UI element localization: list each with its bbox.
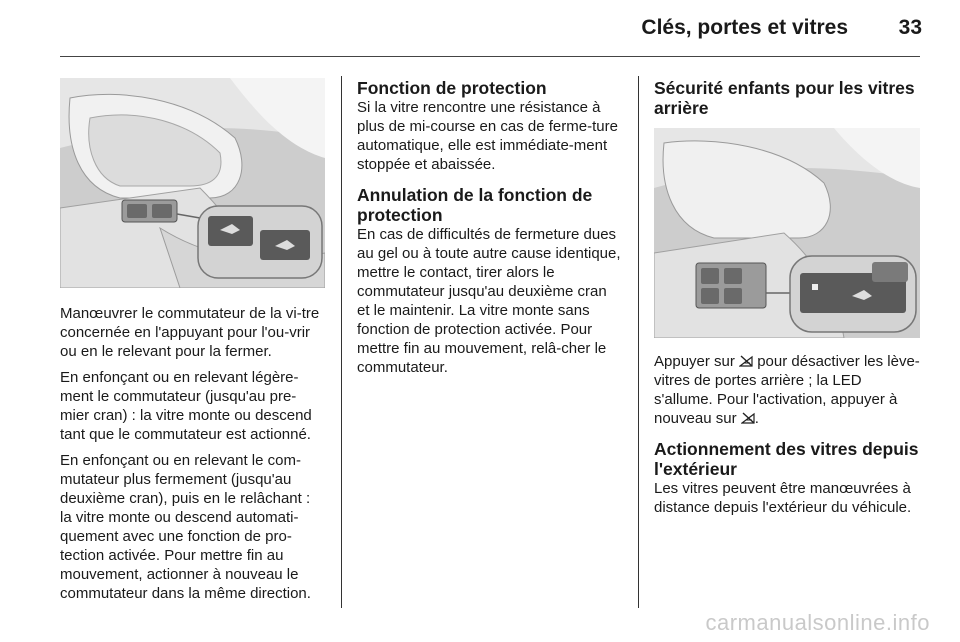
header-rule	[60, 56, 920, 57]
section-title-exterior-operation: Actionnement des vitres depuis l'extérieur	[654, 439, 919, 479]
child-safety-text-part-1: Appuyer sur	[654, 353, 735, 370]
paragraph-1: Manœuvrer le commutateur de la vi-tre concernée en l'appuyant pour l'ou-vrir ou en le relevant pour la fermer.	[60, 305, 320, 360]
protection-text: Si la vitre rencontre une résistance à plus de mi-course en cas de ferme-ture automatique, elle est immédiate-ment stoppée et abaissée.	[357, 99, 618, 173]
window-lock-icon-2	[741, 412, 755, 424]
left-column	[60, 78, 325, 610]
middle-column	[357, 78, 622, 384]
column-divider-1	[341, 76, 342, 608]
section-title-child-safety: Sécurité enfants pour les vitres arrière	[654, 78, 915, 118]
watermark: carmanualsonline.info	[705, 610, 930, 635]
section-title-protection: Fonction de protection	[357, 78, 547, 98]
column-divider-2	[638, 76, 639, 608]
cancel-protection-text: En cas de difficultés de fermeture dues au gel ou à toute autre cause identique, mettre le contact, tirer alors le commutateur jusqu'au deuxième cran et le maintenir. La vitre monte sans fonction de protection activée. Pour mettre fin au mouvement, relâ-cher le commutateur.	[357, 226, 621, 376]
child-safety-illustration	[654, 128, 920, 338]
paragraph-3: En enfonçant ou en relevant le com-mutateur plus fermement (jusqu'au deuxième cran), puis en le relâchant : la vitre monte ou descend automati-quement avec une fonction de pro-tection activée. Pour mettre fin au mouvement, actionner à nouveau le commutateur dans la même direction.	[60, 452, 311, 602]
child-safety-text-part-2: pour désactiver les lève-vitres de portes arrière ; la LED s'allume. Pour l'activation, appuyer à nouveau sur	[654, 353, 920, 427]
child-safety-text	[654, 352, 920, 428]
section-title-cancel-protection: Annulation de la fonction de protection	[357, 185, 593, 225]
child-safety-text-part-3: .	[754, 410, 759, 427]
paragraph-2: En enfonçant ou en relevant légère-ment le commutateur (jusqu'au pre-mier cran) : la vitre monte ou descend tant que le commutateur est actionné.	[60, 369, 312, 443]
right-column	[654, 78, 920, 524]
window-switch-illustration	[60, 78, 325, 288]
exterior-operation-text: Les vitres peuvent être manœuvrées à distance depuis l'extérieur du véhicule.	[654, 480, 912, 516]
page-number: 33	[898, 16, 922, 39]
page-title: Clés, portes et vitres	[641, 16, 848, 39]
window-lock-icon	[739, 355, 753, 367]
